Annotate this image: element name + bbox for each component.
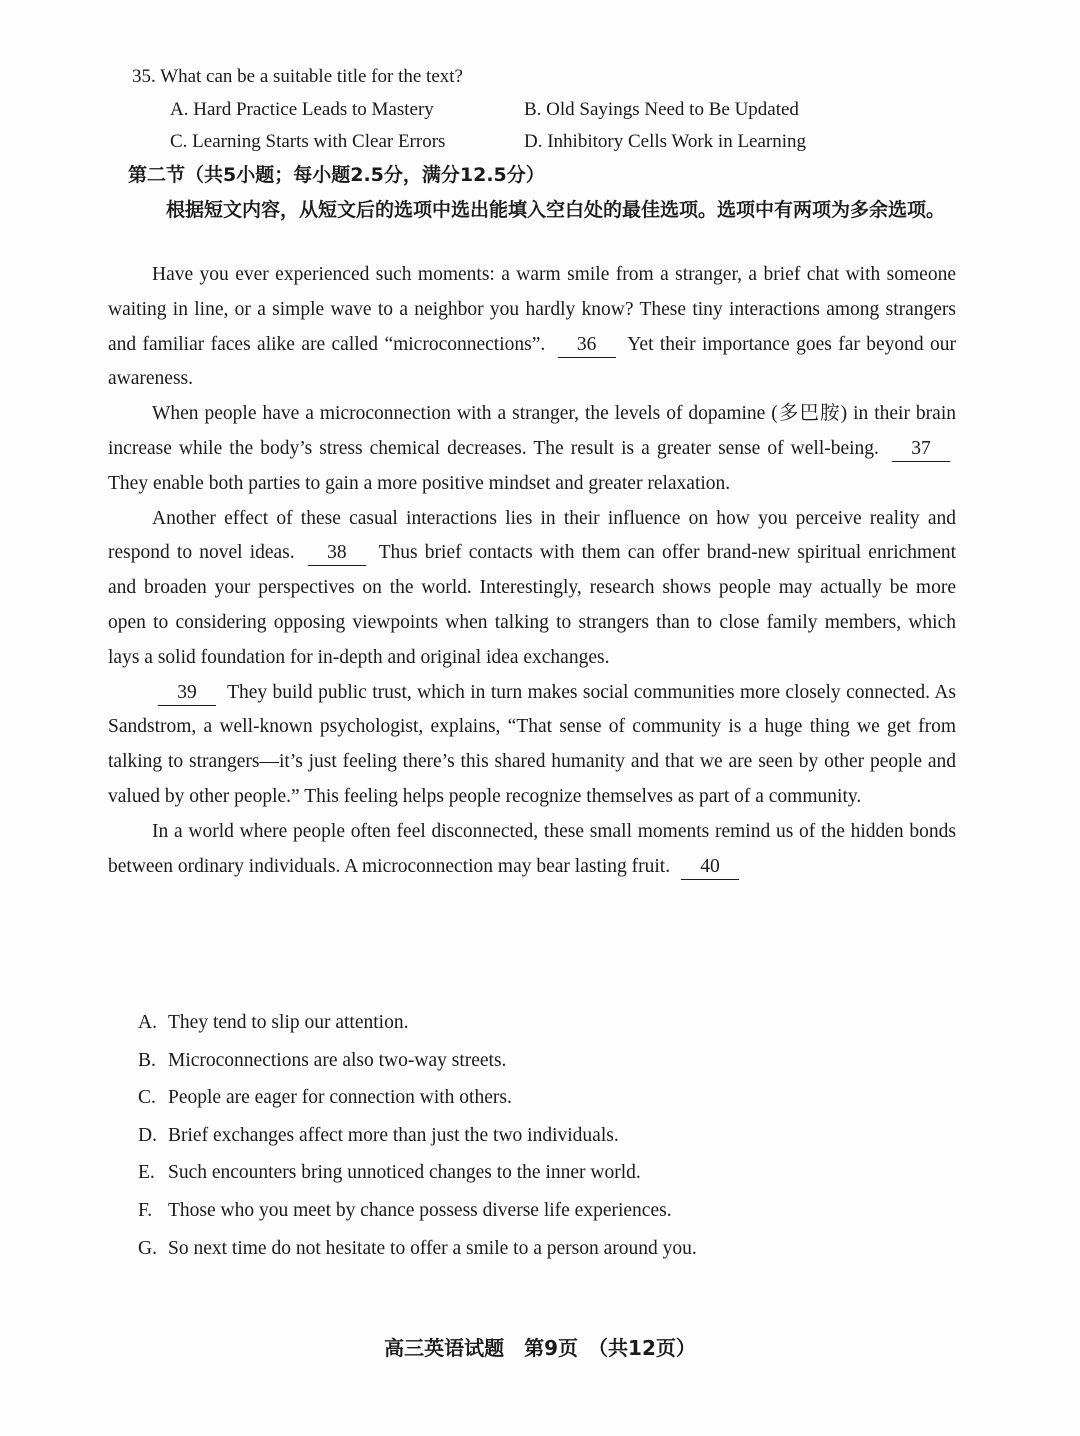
choice-text: People are eager for connection with others. (168, 1087, 512, 1109)
paragraph-4-after: They build public trust, which in turn makes social communities more closely connected. As Sandstrom, a well-known psychologist, explains, “That sense of community is a huge thing we get from talking to strangers—it’s just feeling there’s this shared humanity and that we are seen by other people and valued by other people.” This feeling helps people recognize themselves as part of a community. (108, 681, 957, 807)
choice-text: Those who you meet by chance possess diverse life experiences. (168, 1199, 672, 1221)
choice-b (138, 1042, 958, 1080)
choice-a (138, 1004, 958, 1042)
choice-letter: G. (138, 1237, 157, 1259)
paragraph-3-text: Another effect of these casual interactions lies in their influence on how you perceive reality and respond to novel ideas. (108, 507, 956, 564)
choice-letter: E. (138, 1162, 155, 1184)
choice-text: They tend to slip our attention. (168, 1012, 409, 1033)
section-instructions: 根据短文内容，从短文后的选项中选出能填入空白处的最佳选项。选项中有两项为多余选项。 (166, 199, 946, 221)
question-35-option-b: B. Old Sayings Need to Be Updated (524, 99, 799, 120)
passage-paragraph-1 (108, 258, 956, 397)
choice-text: So next time do not hesitate to offer a smile to a person around you. (168, 1237, 697, 1259)
paragraph-5-text: In a world where people often feel disconnected, these small moments remind us of the hidden bonds between ordinary individuals. A microconnection may bear lasting fruit. (108, 820, 956, 877)
choice-text: Brief exchanges affect more than just the two individuals. (168, 1124, 619, 1146)
choice-letter: B. (138, 1049, 156, 1071)
passage-paragraph-4 (108, 676, 956, 815)
blank-39: 39 (158, 681, 216, 706)
reading-passage (108, 258, 956, 884)
question-35-option-d: D. Inhibitory Cells Work in Learning (524, 131, 807, 152)
answer-choices (138, 1004, 958, 1267)
blank-36: 36 (558, 333, 616, 358)
paragraph-2-text: When people have a microconnection with a stranger, the levels of dopamine (多巴胺) in their brain increase while the body’s stress chemical decreases. The result is a greater sense of well-being. (108, 403, 956, 459)
choice-letter: D. (138, 1124, 157, 1146)
blank-38: 38 (308, 541, 366, 566)
question-35-stem: 35. What can be a suitable title for the text? (132, 66, 463, 87)
question-35-options-row-2 (132, 126, 952, 158)
passage-paragraph-2 (108, 397, 956, 501)
page-footer: 高三英语试题 第9页 （共12页） (384, 1336, 696, 1360)
question-35-options-row-1 (132, 94, 952, 126)
blank-40: 40 (681, 855, 739, 880)
choice-f (138, 1192, 958, 1230)
choice-c (138, 1079, 958, 1117)
choice-letter: A. (138, 1012, 157, 1033)
question-35-option-c: C. Learning Starts with Clear Errors (170, 131, 446, 152)
blank-37: 37 (892, 437, 950, 462)
choice-letter: C. (138, 1087, 156, 1109)
choice-g (138, 1230, 958, 1268)
paragraph-1-after: Yet their importance goes far beyond our awareness. (108, 333, 957, 390)
choice-text: Such encounters bring unnoticed changes to the inner world. (168, 1162, 641, 1184)
paragraph-1-text: Have you ever experienced such moments: a warm smile from a stranger, a brief chat with someone waiting in line, or a simple wave to a neighbor you hardly know? These tiny interactions among strangers and familiar faces alike are called “microconnections”. (108, 264, 956, 355)
paragraph-2-after: They enable both parties to gain a more positive mindset and greater relaxation. (108, 472, 731, 494)
choice-d (138, 1117, 958, 1155)
choice-text: Microconnections are also two-way streets. (168, 1049, 507, 1071)
paragraph-3-after: Thus brief contacts with them can offer brand-new spiritual enrichment and broaden your perspectives on the world. Interestingly, research shows people may actually be more open to considering opposing viewpoints when talking to strangers than to close family members, which lays a solid foundation for in-depth and original idea exchanges. (108, 542, 957, 668)
question-35 (132, 62, 952, 158)
section-heading: 第二节（共5小题；每小题2.5分，满分12.5分） (128, 164, 545, 186)
choice-e (138, 1154, 958, 1192)
question-35-option-a: A. Hard Practice Leads to Mastery (170, 99, 434, 120)
passage-paragraph-3 (108, 502, 956, 676)
choice-letter: F. (138, 1199, 153, 1221)
passage-paragraph-5 (108, 815, 956, 885)
